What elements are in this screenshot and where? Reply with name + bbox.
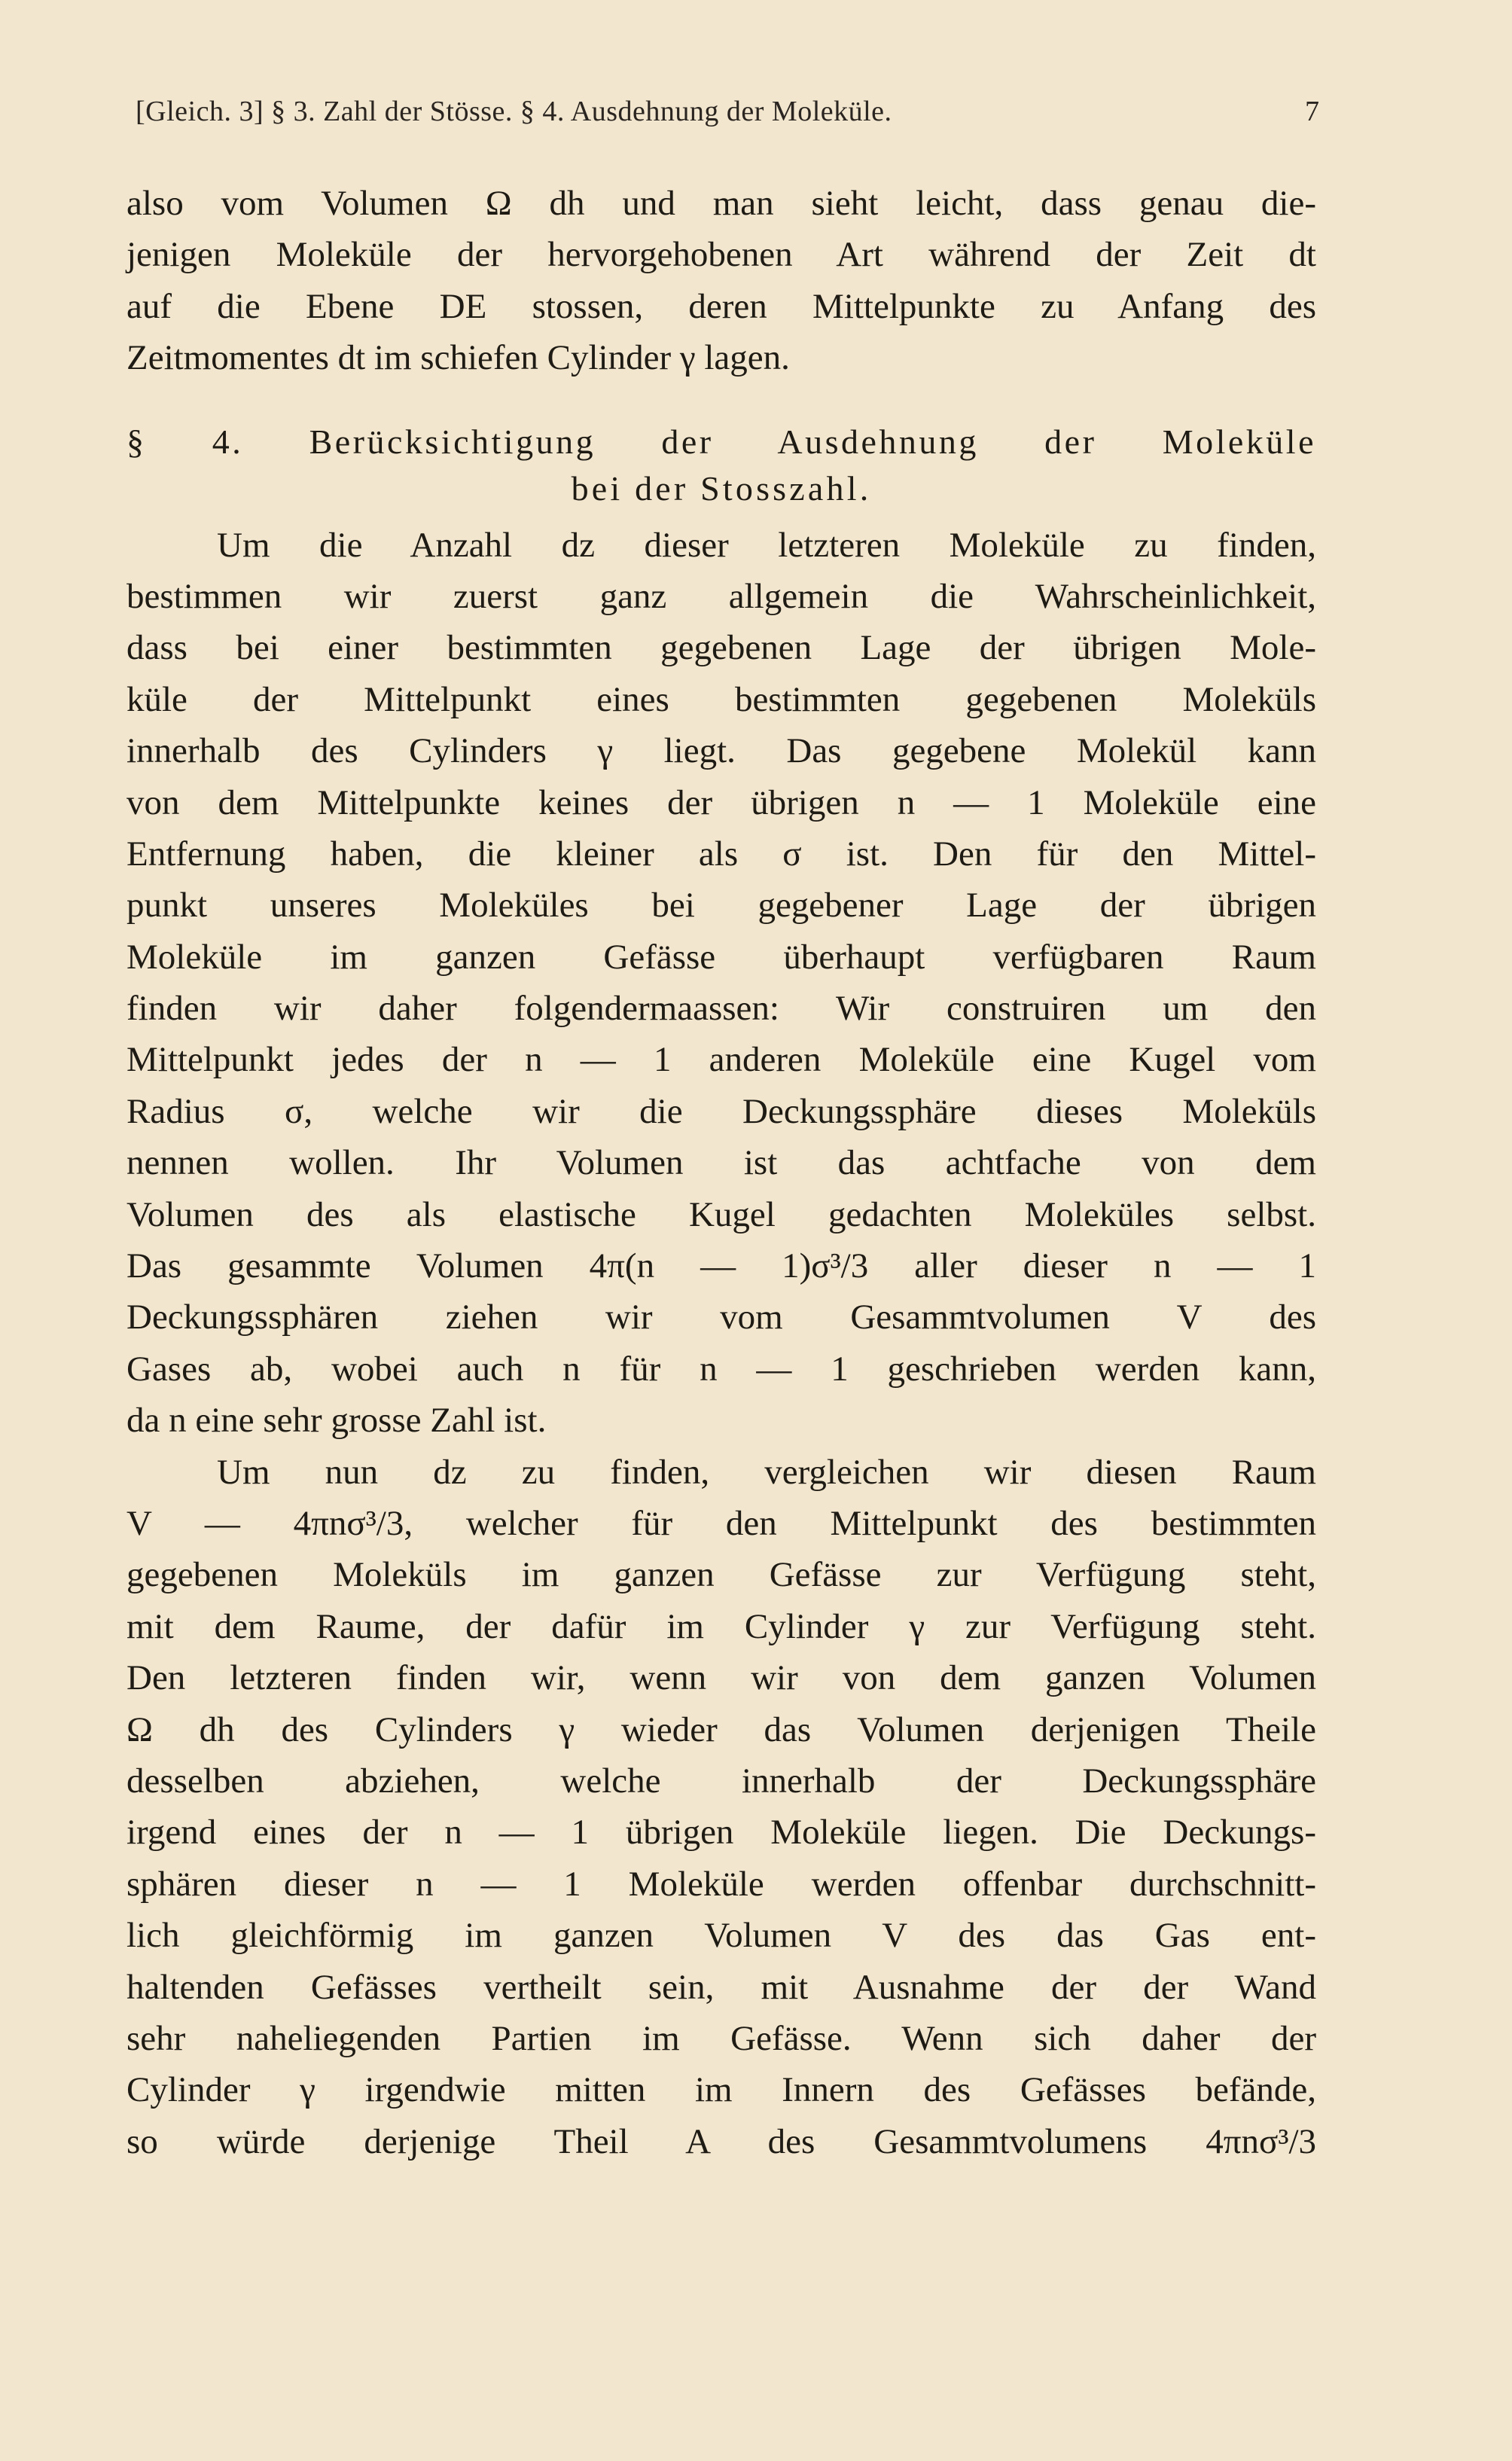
text-line: sphären dieser n — 1 Moleküle werden offenbar durchschnitt- xyxy=(127,1864,1316,1904)
section-heading xyxy=(127,419,1316,512)
page-body xyxy=(127,178,1316,2167)
text-line: Ω dh des Cylinders γ wieder das Volumen derjenigen Theile xyxy=(127,1709,1316,1749)
text-line: haltenden Gefässes vertheilt sein, mit Ausnahme der der Wand xyxy=(127,1967,1316,2007)
text-line: dass bei einer bestimmten gegebenen Lage der übrigen Mole- xyxy=(127,628,1316,668)
text-line: Volumen des als elastische Kugel gedachten Moleküles selbst. xyxy=(127,1194,1316,1234)
text-line: lich gleichförmig im ganzen Volumen V des das Gas ent- xyxy=(127,1916,1316,1956)
text-line: jenigen Moleküle der hervorgehobenen Art während der Zeit dt xyxy=(127,235,1316,275)
running-head-text: [Gleich. 3] § 3. Zahl der Stösse. § 4. Ausdehnung der Moleküle. xyxy=(136,96,892,127)
text-line: gegebenen Moleküls im ganzen Gefässe zur Verfügung steht, xyxy=(127,1555,1316,1595)
section-heading-line-2: bei der Stosszahl. xyxy=(571,468,872,508)
text-line: Um nun dz zu finden, vergleichen wir diesen Raum xyxy=(217,1452,1316,1492)
text-line: auf die Ebene DE stossen, deren Mittelpunkte zu Anfang des xyxy=(127,286,1316,326)
text-line: irgend eines der n — 1 übrigen Moleküle liegen. Die Deckungs- xyxy=(127,1813,1316,1853)
text-line: von dem Mittelpunkte keines der übrigen n — 1 Moleküle eine xyxy=(127,782,1316,822)
paragraph-2 xyxy=(127,520,1316,1447)
text-line: mit dem Raume, der dafür im Cylinder γ zur Verfügung steht. xyxy=(127,1606,1316,1646)
text-line: also vom Volumen Ω dh und man sieht leicht, dass genau die- xyxy=(127,184,1316,223)
text-line: Den letzteren finden wir, wenn wir von dem ganzen Volumen xyxy=(127,1658,1316,1698)
text-line: Um die Anzahl dz dieser letzteren Moleküle zu finden, xyxy=(217,525,1316,565)
text-line: küle der Mittelpunkt eines bestimmten gegebenen Moleküls xyxy=(127,679,1316,719)
paragraph-1 xyxy=(127,178,1316,384)
text-line: Entfernung haben, die kleiner als σ ist. Den für den Mittel- xyxy=(127,834,1316,874)
text-line: Gases ab, wobei auch n für n — 1 geschrieben werden kann, xyxy=(127,1349,1316,1389)
text-line: desselben abziehen, welche innerhalb der Deckungssphäre xyxy=(127,1761,1316,1801)
text-line: sehr naheliegenden Partien im Gefässe. Wenn sich daher der xyxy=(127,2018,1316,2058)
text-line: so würde derjenige Theil A des Gesammtvolumens 4πnσ³/3 xyxy=(127,2121,1316,2161)
text-line: finden wir daher folgendermaassen: Wir construiren um den xyxy=(127,989,1316,1029)
text-line: Radius σ, welche wir die Deckungssphäre dieses Moleküls xyxy=(127,1091,1316,1131)
text-line: Cylinder γ irgendwie mitten im Innern des Gefässes befände, xyxy=(127,2070,1316,2110)
text-line: innerhalb des Cylinders γ liegt. Das gegebene Molekül kann xyxy=(127,731,1316,771)
text-line: Deckungssphären ziehen wir vom Gesammtvolumen V des xyxy=(127,1298,1316,1337)
text-line: Das gesammte Volumen 4π(n — 1)σ³/3 aller dieser n — 1 xyxy=(127,1246,1316,1286)
text-line: Moleküle im ganzen Gefässe überhaupt verfügbaren Raum xyxy=(127,937,1316,977)
text-line: punkt unseres Moleküles bei gegebener Lage der übrigen xyxy=(127,886,1316,926)
text-line: Zeitmomentes dt im schiefen Cylinder γ lagen. xyxy=(127,338,790,378)
section-heading-line-1: § 4. Berücksichtigung der Ausdehnung der Moleküle xyxy=(127,422,1316,461)
text-line: V — 4πnσ³/3, welcher für den Mittelpunkt des bestimmten xyxy=(127,1503,1316,1543)
paragraph-3 xyxy=(127,1447,1316,2167)
running-header xyxy=(136,89,1319,134)
text-line: bestimmen wir zuerst ganz allgemein die Wahrscheinlichkeit, xyxy=(127,576,1316,616)
text-line: Mittelpunkt jedes der n — 1 anderen Moleküle eine Kugel vom xyxy=(127,1040,1316,1080)
page-number: 7 xyxy=(1305,96,1319,127)
text-line: nennen wollen. Ihr Volumen ist das achtfache von dem xyxy=(127,1143,1316,1183)
text-line: da n eine sehr grosse Zahl ist. xyxy=(127,1401,547,1441)
